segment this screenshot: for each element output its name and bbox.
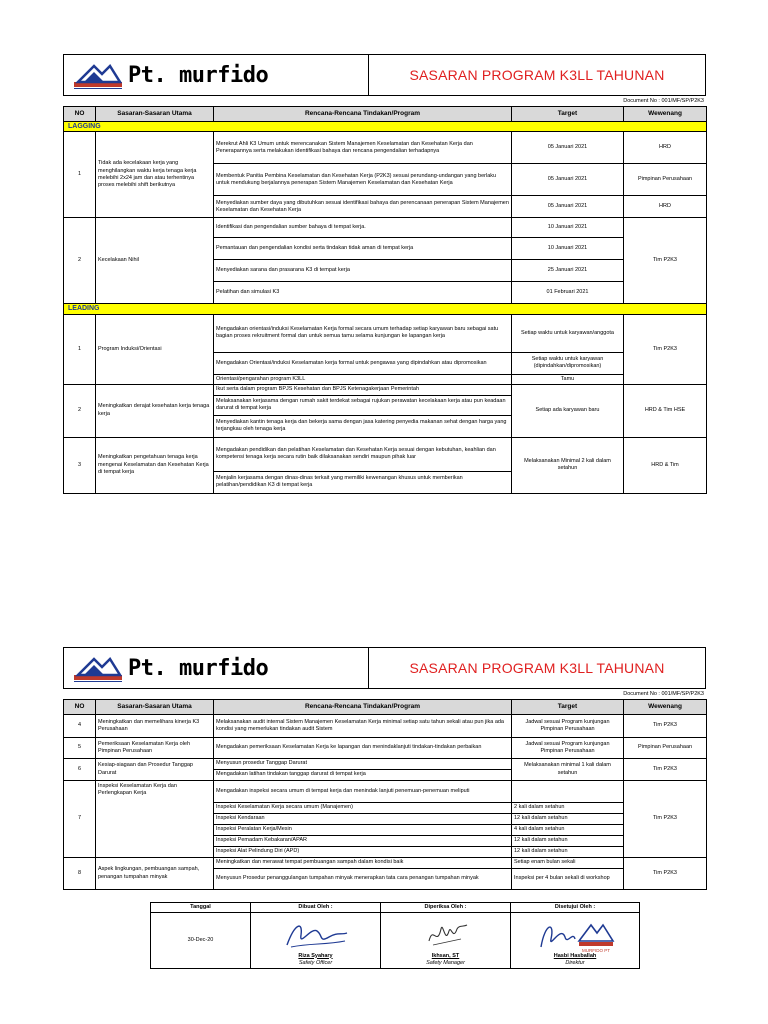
table-row: 1 Program Induksi/Orientasi Mengadakan orientasi/induksi Keselamatan Kerja formal secara umum terhadap setiap karyawan baru sebagai satu bagian proses rekruitment formal dan untuk semua tamu selama kunjungan ke lapangan kerja Setiap waktu untuk karyawan/anggota Tim P2K3 (64, 314, 707, 352)
col-no: NO (64, 107, 96, 122)
program-table-1 (63, 106, 707, 494)
table-row: Mengadakan Orientasi/induksi Keselamatan kerja formal untuk pengawas yang dipindahkan atau dipromosikan Setiap waktu untuk karyawan (dipindahkan/dipromosikan) (64, 352, 707, 374)
col-rencana: Rencana-Rencana Tindakan/Program (214, 700, 512, 715)
disetujui-label: Disetujui Oleh : (511, 903, 640, 913)
col-wewenang: Wewenang (624, 700, 707, 715)
table-row: Orientasi/pengarahan program K3LL Tamu (64, 374, 707, 384)
tanggal-label: Tanggal (151, 903, 251, 913)
page-header (63, 54, 706, 96)
signature-icon (281, 917, 351, 953)
table-row: Pemantauan dan pengendalian kondisi serta tindakan tidak aman di tempat kerja 10 Januari 2021 (64, 238, 707, 260)
disetujui-role: Direktur (565, 959, 585, 966)
table-row: Menyediakan sarana dan prasarana K3 di tempat kerja 25 Januari 2021 (64, 260, 707, 282)
signature-diperiksa (381, 913, 511, 969)
table-row: Inspeksi Alat Pelindung Diri (APD) 12 kali dalam setahun (64, 847, 707, 858)
table-row: Menjalin kerjasama dengan dinas-dinas terkait yang memiliki kewenangan khusus untuk memberikan pelatihan/pendidikan K3 di tempat kerja (64, 471, 707, 493)
table-row: Menyediakan sumber daya yang dibutuhkan sesuai identifikasi bahaya dan perencanaan penerapan Sistem Manajemen Keselamatan dan Kesehatan Kerja 05 Januari 2021 HRD (64, 196, 707, 218)
table-row: 5 Pemeriksaan Keselamatan Kerja oleh Pimpinan Perusahaan Mengadakan pemeriksaan Keselamatan Kerja ke lapangan dan menindaklanjuti tindakan-tindakan perbaikan Jadwal sesuai Program kunjungan Pimpinan Perusahaan Pimpinan Perusahaan (64, 738, 707, 759)
table-row: 7 Inspeksi Keselamatan Kerja dan Perlengkapan Kerja Mengadakan inspeksi secara umum di tempat kerja dan menindak lanjuti penemuan-penemuan meliputi Tim P2K3 (64, 781, 707, 803)
dibuat-name: Riza Syahary (298, 952, 333, 959)
table-row: 1 Tidak ada kecelakaan kerja yang menghilangkan waktu kerja tenaga kerja melebihi 2x24 jam dan atau terhentinya proses melebihi shift berikutnya Merekrut Ahli K3 Umum untuk merencanakan Sistem Manajemen Keselamatan dan Kesehatan Kerja dan Penerapannya serta melakukan identifikasi bahaya dan rencana pengendalian terhadapnya 05 Januari 2021 HRD (64, 132, 707, 164)
table-row: 2 Meningkatkan derajat kesehatan kerja tenaga kerja Ikut serta dalam program BPJS Kesehatan dan BPJS Ketenagakerjaan Pemerintah Setiap ada karyawan baru HRD & Tim HSE (64, 384, 707, 395)
company-logo (64, 55, 369, 95)
table-row: 4 Meningkatkan dan memelihara kinerja K3 Perusahaan Melaksanakan audit internal Sistem Manajemen Keselamatan Kerja minimal setiap satu tahun sekali atau pun jika ada kondisi yang memerlukan tindakan audit Sistem Jadwal sesuai Program kunjungan Pimpinan Perusahaan Tim P2K3 (64, 715, 707, 738)
document-title: SASARAN PROGRAM K3LL TAHUNAN (409, 67, 665, 83)
table-row: Inspeksi Peralatan Kerja/Mesin 4 kali dalam setahun (64, 825, 707, 836)
murfido-logo-icon (74, 60, 122, 90)
company-name: Pt. murfido (128, 62, 269, 88)
col-rencana: Rencana-Rencana Tindakan/Program (214, 107, 512, 122)
table-row: Inspeksi Kendaraan 12 kali dalam setahun (64, 814, 707, 825)
table-row: 8 Aspek lingkungan, pembuangan sampah, penangan tumpahan minyak Meningkatkan dan merawat tempat pembuangan sampah dalam kondisi baik Setiap enam bulan sekali Tim P2K3 (64, 858, 707, 869)
section-leading: LEADING (64, 304, 707, 314)
company-name: Pt. murfido (128, 655, 269, 681)
col-no: NO (64, 700, 96, 715)
col-sasaran: Sasaran-Sasaran Utama (96, 700, 214, 715)
signoff-date: 30-Dec-20 (151, 913, 251, 969)
table-row: Membentuk Panitia Pembina Keselamatan dan Kesehatan Kerja (P2K3) sesuai perundang-undangan yang berlaku untuk mendukung berjalannya penerapan Sistem Manajemen Keselamatan dan Kesehatan Kerja 05 Januari 2021 Pimpinan Perusahaan (64, 164, 707, 196)
table-row: Mengadakan latihan tindakan tanggap darurat di tempat kerja (64, 770, 707, 781)
table-row: Menyusun Prosedur penanggulangan tumpahan minyak menerapkan tata cara penangan tumpahan minyak Inspeksi per 4 bulan sekali di workshop (64, 869, 707, 890)
table-row: 6 Kesiap-siagaan dan Prosedur Tanggap Darurat Menyusun prosedur Tanggap Darurat Melaksanakan minimal 1 kali dalam setahun Tim P2K3 (64, 759, 707, 770)
company-stamp-icon (535, 917, 615, 955)
dibuat-label: Dibuat Oleh : (251, 903, 381, 913)
table-row: Inspeksi Keselamatan Kerja secara umum (Manajemen) 2 kali dalam setahun (64, 803, 707, 814)
document-number: Document No : 001/MF/SP/P2K3 (623, 691, 704, 697)
program-table-2 (63, 699, 707, 890)
svg-text:MURFIDO PT: MURFIDO PT (582, 948, 610, 953)
diperiksa-name: Ikhsan, ST (431, 952, 460, 959)
table-row: Melaksanakan kerjasama dengan rumah sakit terdekat sebagai rujukan perawatan kecelakaan kerja atau pun keadaan darurat di tempat kerja (64, 395, 707, 415)
page-1 (63, 54, 706, 494)
table-row: Menyediakan kantin tenaga kerja dan bekerja sama dengan jasa katering penyedia makanan sehat dengan harga yang terjangkau oleh tenaga kerja (64, 415, 707, 437)
document-number: Document No : 001/MF/SP/P2K3 (623, 98, 704, 104)
section-lagging: LAGGING (64, 122, 707, 132)
signature-disetujui (511, 913, 640, 969)
col-target: Target (512, 107, 624, 122)
page-2 (63, 647, 706, 890)
table-row: 2 Kecelakaan Nihil Identifikasi dan pengendalian sumber bahaya di tempat kerja. 10 Januari 2021 Tim P2K3 (64, 218, 707, 238)
signoff-block (150, 902, 639, 969)
dibuat-role: Safety Officer (298, 959, 333, 966)
signature-icon (421, 917, 471, 951)
table-row: 3 Meningkatkan pengetahuan tenaga kerja mengenai Keselamatan dan Kesehatan Kerja di tempat kerja Mengadakan pendidikan dan pelatihan Keselamatan dan Kesehatan Kerja sesuai dengan kebutuhan, keahlian dan kompetensi tenaga kerja secara rutin baik dilaksanakan sendiri maupun pihak luar Melaksanakan Minimal 2 kali dalam setahun HRD & Tim (64, 437, 707, 471)
table-row: Pelatihan dan simulasi K3 01 Februari 2021 (64, 282, 707, 304)
document-title: SASARAN PROGRAM K3LL TAHUNAN (409, 660, 665, 676)
signature-dibuat (251, 913, 381, 969)
table-row: Inspeksi Pemadam Kebakaran/APAR 12 kali dalam setahun (64, 836, 707, 847)
signoff-table (150, 902, 640, 969)
murfido-logo-icon (74, 653, 122, 683)
company-logo (64, 648, 369, 688)
diperiksa-role: Safety Manager (426, 959, 465, 966)
col-wewenang: Wewenang (624, 107, 707, 122)
page-header (63, 647, 706, 689)
col-sasaran: Sasaran-Sasaran Utama (96, 107, 214, 122)
col-target: Target (512, 700, 624, 715)
diperiksa-label: Diperiksa Oleh : (381, 903, 511, 913)
disetujui-name: Hasbi Hasballah (553, 952, 597, 959)
